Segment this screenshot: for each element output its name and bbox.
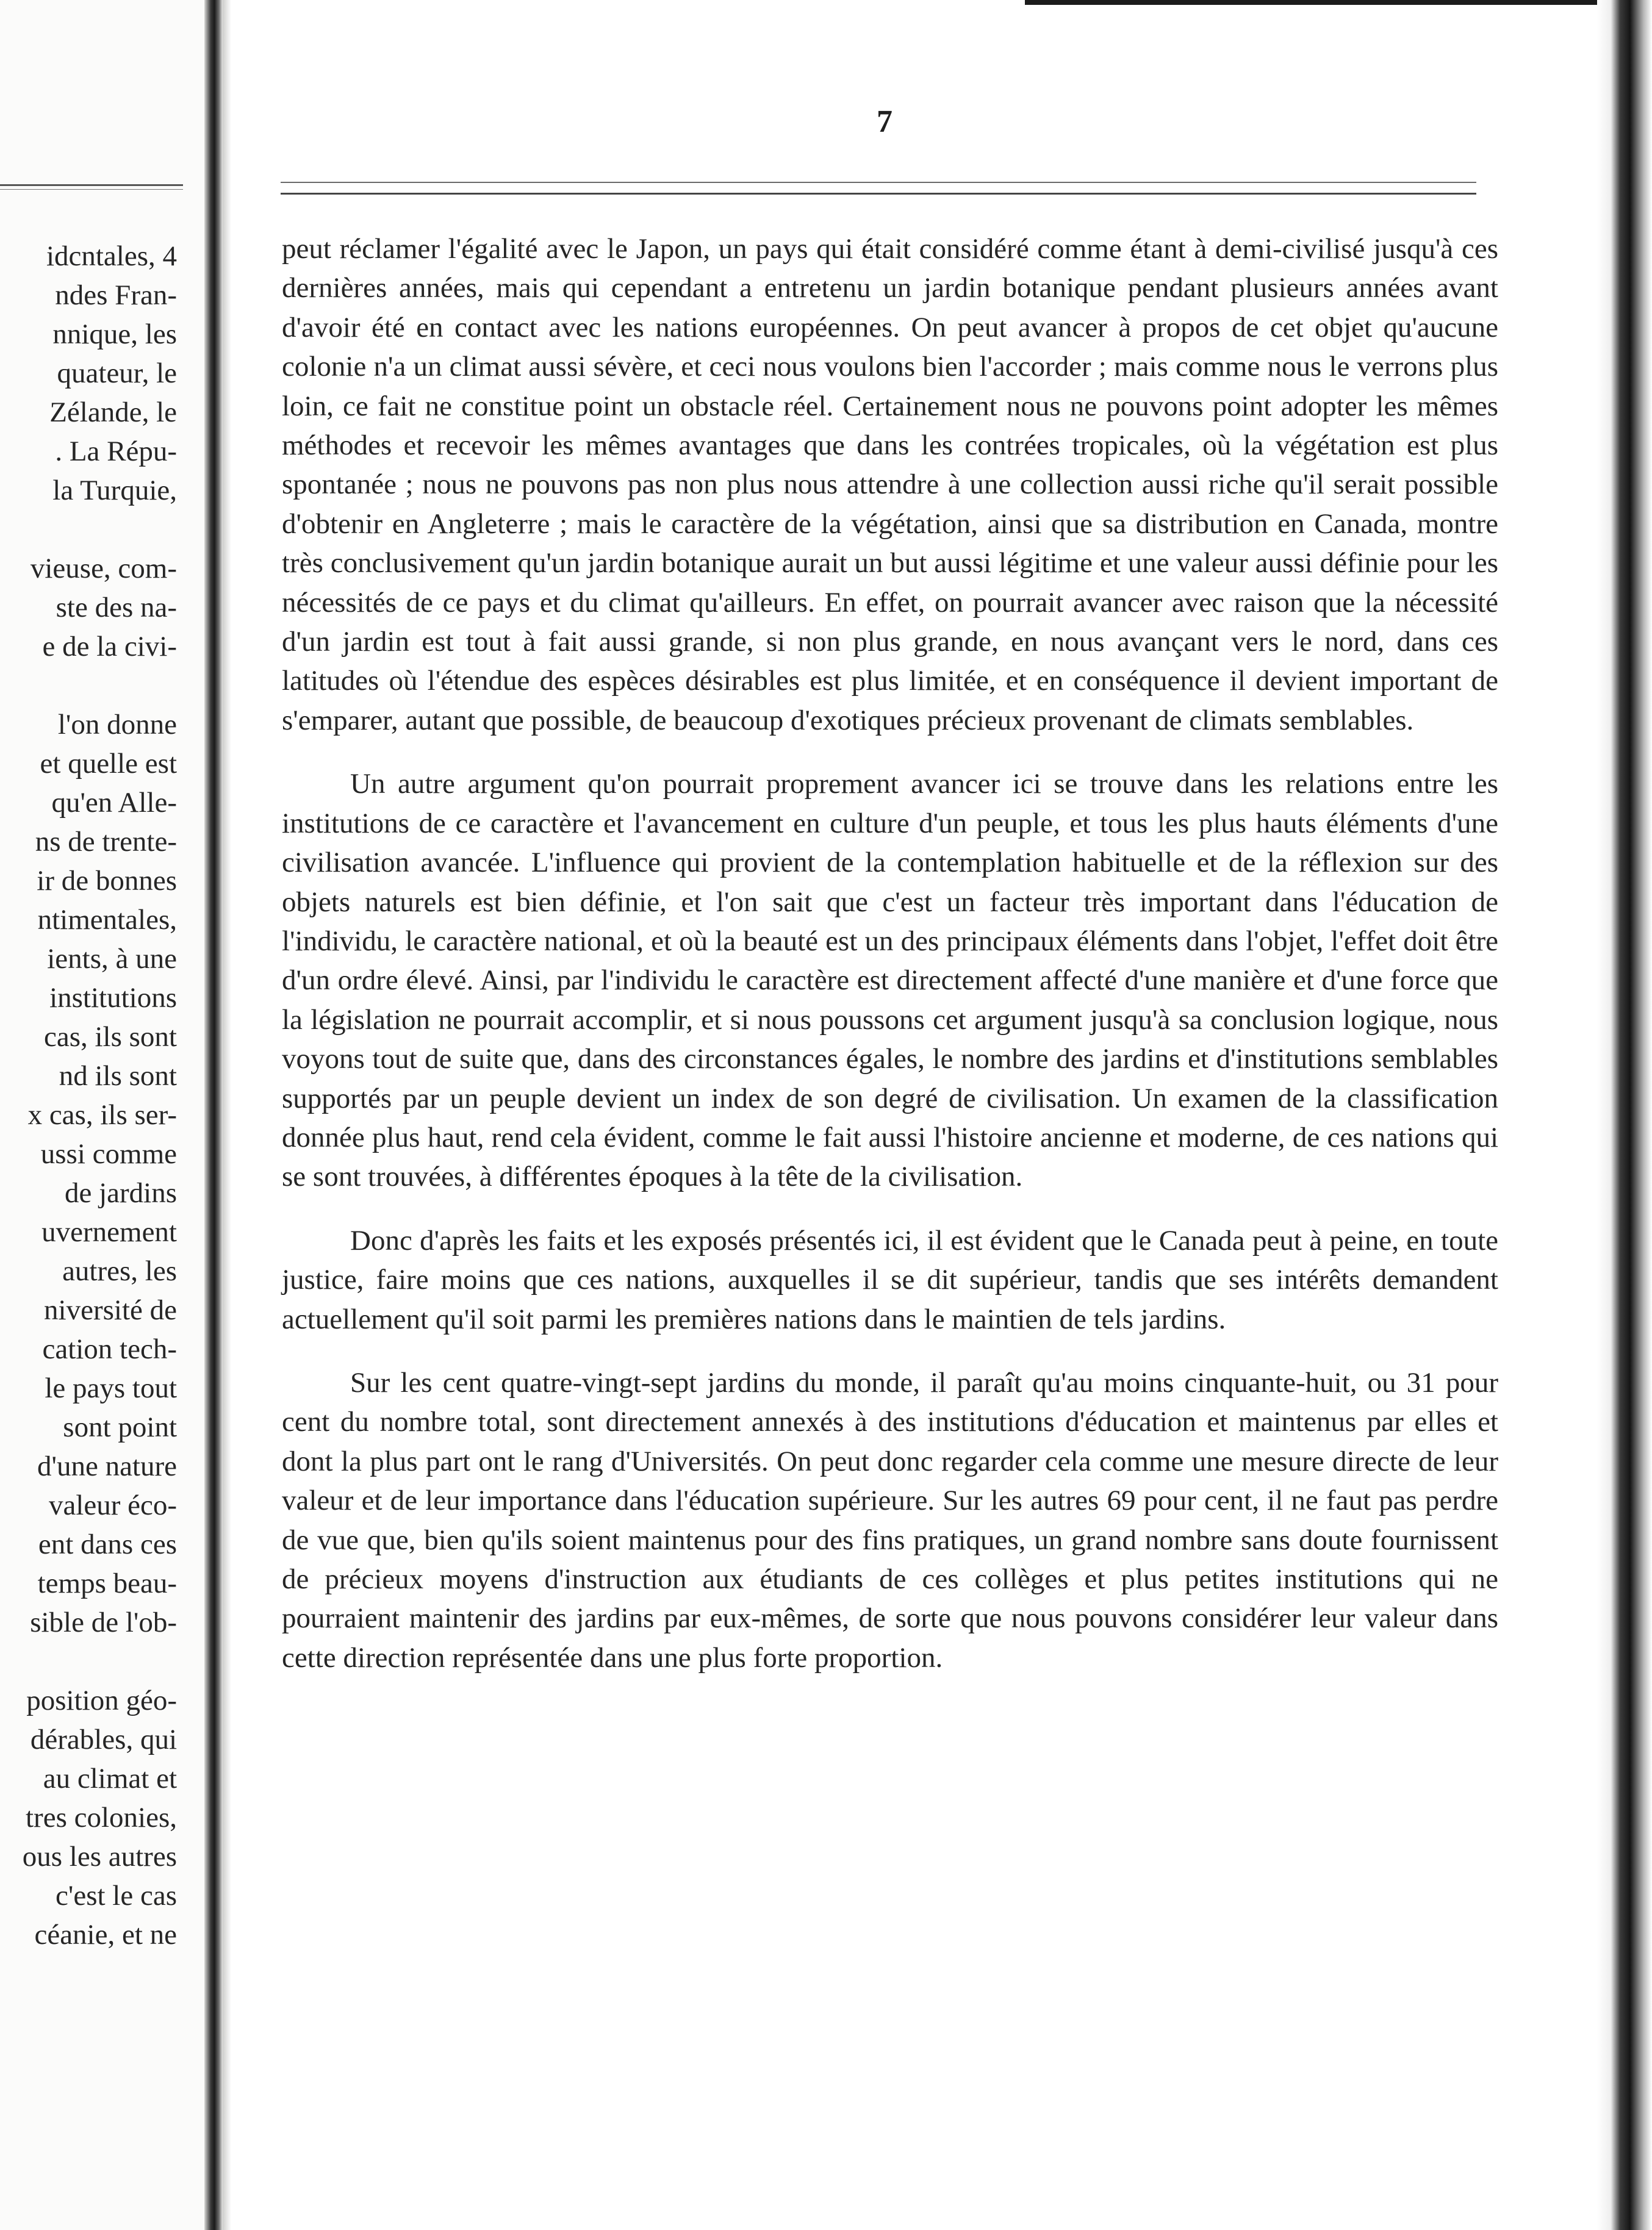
header-double-rule: [281, 182, 1476, 195]
previous-page-line: [0, 510, 177, 549]
previous-page-text: [0, 237, 177, 1954]
page-top-edge: [1025, 0, 1652, 5]
previous-page-line: ussi comme: [40, 1138, 177, 1170]
previous-page-line: qu'en Alle-: [51, 787, 177, 819]
previous-page-line: nnique, les: [52, 318, 177, 350]
previous-page-line: au climat et: [43, 1763, 177, 1794]
previous-page-line: . La Répu-: [55, 436, 177, 467]
previous-page-line: cation tech-: [42, 1333, 177, 1365]
paragraph: Sur les cent quatre-vingt-sept jardins du monde, il paraît qu'au moins cinquante-huit, ou 31 pour cent du nombre total, sont directement annexés à des institutions d'éducation et maintenus par elles et dont la plus part ont le rang d'Universités. On peut donc regarder cela comme une mesure directe de leur valeur et de leur importance dans l'éducation supérieure. Sur les autres 69 pour cent, il ne faut pas perdre de vue que, bien qu'ils soient maintenus pour des fins pratiques, un grand nombre sans doute fournissent de précieux moyens d'instruction aux étudiants de ces collèges et plus petites institutions qui ne pourraient maintenir des jardins par eux-mêmes, de sorte que nous pouvons considérer leur valeur dans cette direction représentée dans une plus forte proportion.: [282, 1366, 1498, 1674]
previous-page-line: dérables, qui: [30, 1724, 177, 1755]
previous-page-line: céanie, et ne: [34, 1919, 177, 1951]
previous-page-line: de jardins: [64, 1177, 177, 1209]
previous-page-line: Zélande, le: [49, 396, 177, 428]
paragraph: Donc d'après les faits et les exposés présentés ici, il est évident que le Canada peut à peine, en toute justice, faire moins que ces nations, auxquelles il se dit supérieur, tandis que ses intérêts demandent actuellement qu'il soit parmi les premières nations dans le maintien de tels jardins.: [282, 1224, 1498, 1335]
previous-page-line: x cas, ils ser-: [27, 1099, 177, 1131]
previous-page-line: institutions: [49, 982, 177, 1014]
previous-page-line: valeur éco-: [48, 1490, 177, 1521]
previous-page-line: la Turquie,: [52, 475, 177, 506]
book-binding-gutter: [204, 0, 223, 2230]
previous-page-line: ndes Fran-: [55, 279, 177, 311]
paragraph: Un autre argument qu'on pourrait proprement avancer ici se trouve dans les relations entre les institutions de ce caractère et l'avancement en culture d'un peuple, et tous les plus hauts éléments d'une civilisation avancée. L'influence qui provient de la contemplation habituelle et de la réflexion sur des objets naturels est bien définie, et l'on sait que c'est un facteur très important dans l'éducation de l'individu, le caractère national, et où la beauté est un des principaux éléments dans l'objet, l'effet doit être d'un ordre élevé. Ainsi, par l'individu le caractère est directement affecté d'une manière et d'une force que la législation ne pourrait accomplir, et si nous poussons cet argument jusqu'à sa conclusion logique, nous voyons tout de suite que, dans des circonstances égales, le nombre des jardins et d'institutions semblables supportés par un peuple devient un index de son degré de civilisation. Un examen de la classification donnée plus haut, rend cela évident, comme le fait aussi l'histoire ancienne et moderne, de ces nations qui se sont trouvées, à différentes époques à la tête de la civilisation.: [282, 768, 1498, 1193]
previous-page-line: ous les autres: [22, 1841, 177, 1873]
previous-page-line: nd ils sont: [59, 1060, 177, 1092]
body-text: [282, 229, 1498, 1677]
page-number: 7: [877, 104, 892, 139]
previous-page-line: [0, 666, 177, 705]
left-page-rule: [0, 184, 183, 186]
previous-page-line: sont point: [63, 1411, 177, 1443]
previous-page-line: le pays tout: [45, 1372, 177, 1404]
gutter-shadow: [223, 0, 231, 2230]
previous-page-line: e de la civi-: [42, 631, 177, 662]
previous-page-line: vieuse, com-: [30, 553, 177, 584]
previous-page-line: tres colonies,: [26, 1802, 177, 1834]
paragraph: peut réclamer l'égalité avec le Japon, un pays qui était considéré comme étant à demi-civilisé jusqu'à ces dernières années, mais qui cependant a entretenu un jardin botanique pendant plusieurs années avant d'avoir été en contact avec les nations européennes. On peut avancer à propos de cet objet qu'aucune colonie n'a un climat aussi sévère, et ceci nous voulons bien l'accorder ; mais comme nous le verrons plus loin, ce fait ne constitue point un obstacle réel. Certainement nous ne pouvons point adopter les mêmes méthodes et recevoir les mêmes avantages que dans les contrées tropicales, où la végétation est plus spontanée ; nous ne pouvons pas non plus nous attendre à une collection aussi riche qu'il serait possible d'obtenir en Angleterre ; mais le caractère de la végétation, ainsi que sa distribution en Canada, montre très conclusivement qu'un jardin botanique aurait un but aussi légitime et une valeur aussi définie pour les nécessités de ce pays et du climat qu'ailleurs. En effet, on pourrait avancer avec raison que la nécessité d'un jardin est tout à fait aussi grande, si non plus grande, en nous avançant vers le nord, dans ces latitudes où l'étendue des espèces désirables est plus limitée, et en conséquence il devient important de s'emparer, autant que possible, de beaucoup d'exotiques précieux provenant de climats semblables.: [282, 233, 1498, 736]
previous-page-line: quateur, le: [57, 357, 177, 389]
previous-page-line: autres, les: [62, 1255, 177, 1287]
previous-page-line: et quelle est: [40, 748, 177, 780]
previous-page-line: cas, ils sont: [43, 1021, 177, 1053]
previous-page-line: [0, 1642, 177, 1681]
previous-page-line: sible de l'ob-: [30, 1607, 177, 1638]
previous-page-line: c'est le cas: [56, 1880, 177, 1912]
previous-page-fragment: [0, 0, 204, 2230]
previous-page-line: d'une nature: [37, 1450, 177, 1482]
previous-page-line: ients, à une: [47, 943, 177, 975]
previous-page-line: position géo-: [26, 1685, 177, 1716]
previous-page-line: idcntales, 4: [46, 240, 177, 272]
previous-page-line: ntimentales,: [37, 904, 177, 936]
previous-page-line: ir de bonnes: [37, 865, 177, 897]
previous-page-line: uvernement: [41, 1216, 177, 1248]
previous-page-line: niversité de: [44, 1294, 177, 1326]
page-right-edge: [1597, 0, 1652, 2230]
previous-page-line: temps beau-: [37, 1568, 177, 1599]
left-page-rule-thin: [0, 189, 183, 190]
previous-page-line: l'on donne: [57, 709, 177, 740]
previous-page-line: ent dans ces: [38, 1529, 177, 1560]
previous-page-line: ste des na-: [56, 592, 177, 623]
previous-page-line: ns de trente-: [35, 826, 177, 858]
